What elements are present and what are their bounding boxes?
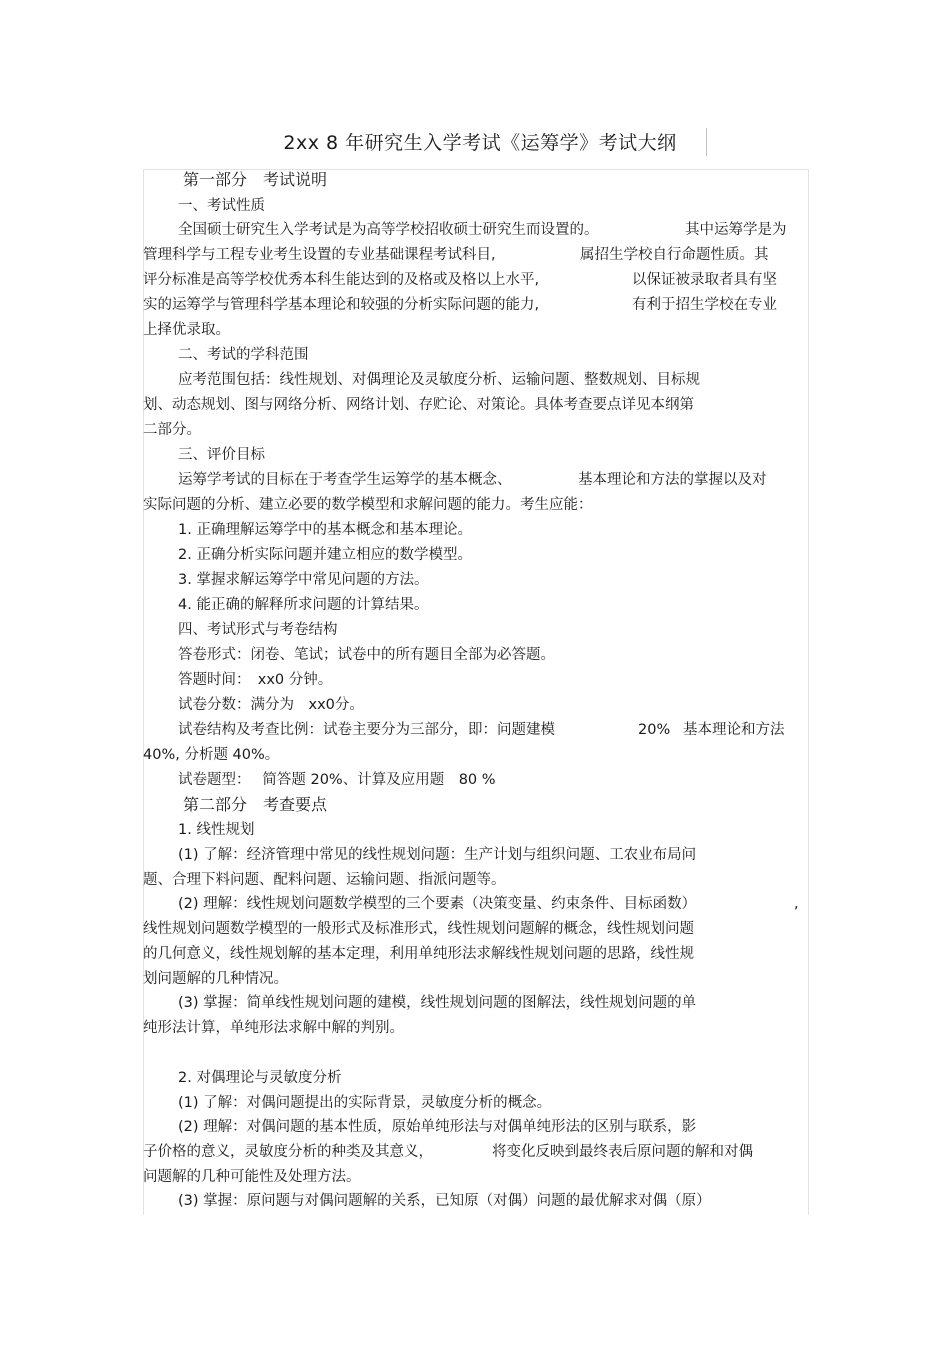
text-line: (1) 了解：经济管理中常见的线性规划问题：生产计划与组织问题、工农业布局问 (178, 847, 697, 863)
text-line: 题、合理下料问题、配料问题、运输问题、指派问题等。 (143, 872, 506, 888)
page-frame (143, 169, 809, 1215)
text-line: 实的运筹学与管理科学基本理论和较强的分析实际问题的能力, (143, 297, 540, 313)
text-line: 20% (638, 722, 671, 738)
text-line: 1. 正确理解运筹学中的基本概念和基本理论。 (178, 522, 472, 538)
text-line: 属招生学校自行命题性质。其 (580, 247, 769, 263)
text-line: 评分标准是高等学校优秀本科生能达到的及格或及格以上水平, (143, 272, 540, 288)
title-divider (706, 128, 707, 156)
text-line: 划、动态规划、图与网络分析、网络计划、存贮论、对策论。具体考查要点详见本纲第 (143, 397, 694, 413)
text-line: 试卷题型： 简答题 20%、计算及应用题 80 % (178, 772, 496, 788)
text-line: (3) 掌握：简单线性规划问题的建模，线性规划问题的图解法，线性规划问题的单 (178, 995, 697, 1011)
text-line: (2) 理解：线性规划问题数学模型的三个要素（决策变量、约束条件、目标函数） (178, 896, 697, 912)
text-line: 答卷形式：闭卷、笔试；试卷中的所有题目全部为必答题。 (178, 647, 555, 663)
text-line: 上择优录取。 (143, 322, 230, 338)
text-line: 问题解的几种可能性及处理方法。 (143, 1169, 361, 1185)
text-line: 有利于招生学校在专业 (632, 297, 777, 313)
text-line: 子价格的意义，灵敏度分析的种类及其意义， (143, 1144, 433, 1160)
text-line: 答题时间： xx0 分钟。 (178, 672, 333, 688)
text-line: , (794, 896, 799, 912)
text-line: 将变化反映到最终表后原问题的解和对偶 (492, 1144, 753, 1160)
text-line: 二、考试的学科范围 (178, 347, 309, 363)
text-line: 一、考试性质 (178, 198, 265, 214)
text-line: 2. 对偶理论与灵敏度分析 (178, 1070, 342, 1086)
text-line: 管理科学与工程专业考生设置的专业基础课程考试科目, (143, 247, 496, 263)
text-line: 运筹学考试的目标在于考查学生运筹学的基本概念、 (178, 472, 512, 488)
text-line: 纯形法计算，单纯形法求解中解的判别。 (143, 1020, 404, 1036)
text-line: 四、考试形式与考卷结构 (178, 622, 338, 638)
text-line: 应考范围包括：线性规划、对偶理论及灵敏度分析、运输问题、整数规划、目标规 (178, 372, 700, 388)
text-line: 以保证被录取者具有坚 (632, 272, 777, 288)
document-title: 2xx 8 年研究生入学考试《运筹学》考试大纲 (283, 132, 677, 154)
text-line: 二部分。 (143, 422, 201, 438)
text-line: 1. 线性规划 (178, 822, 255, 838)
text-line: 基本理论和方法的掌握以及对 (578, 472, 767, 488)
section-heading: 第一部分 考试说明 (183, 170, 328, 189)
text-line: 线性规划问题数学模型的一般形式及标准形式，线性规划问题解的概念，线性规划问题 (143, 921, 694, 937)
text-line: (2) 理解：对偶问题的基本性质，原始单纯形法与对偶单纯形法的区别与联系，影 (178, 1119, 697, 1135)
text-line: 40%, 分析题 40%。 (143, 747, 280, 763)
section-heading: 第二部分 考查要点 (183, 795, 328, 814)
text-line: 三、评价目标 (178, 447, 265, 463)
text-line: 的几何意义，线性规划解的基本定理，利用单纯形法求解线性规划问题的思路，线性规 (143, 946, 694, 962)
text-line: 3. 掌握求解运筹学中常见问题的方法。 (178, 572, 429, 588)
text-line: 划问题解的几种情况。 (143, 971, 288, 987)
text-line: 试卷分数：满分为 xx0分。 (178, 697, 364, 713)
text-line: 实际问题的分析、建立必要的数学模型和求解问题的能力。考生应能： (143, 497, 593, 513)
text-line: 全国硕士研究生入学考试是为高等学校招收硕士研究生而设置的。 (178, 222, 599, 238)
text-line: (3) 掌握：原问题与对偶问题解的关系，已知原（对偶）问题的最优解求对偶（原） (178, 1193, 711, 1209)
text-line: 2. 正确分析实际问题并建立相应的数学模型。 (178, 547, 472, 563)
text-line: 试卷结构及考查比例：试卷主要分为三部分，即：问题建模 (178, 722, 555, 738)
text-line: 基本理论和方法 (683, 722, 785, 738)
text-line: 其中运筹学是为 (685, 222, 787, 238)
text-line: 4. 能正确的解释所求问题的计算结果。 (178, 597, 429, 613)
text-line: (1) 了解：对偶问题提出的实际背景，灵敏度分析的概念。 (178, 1095, 552, 1111)
